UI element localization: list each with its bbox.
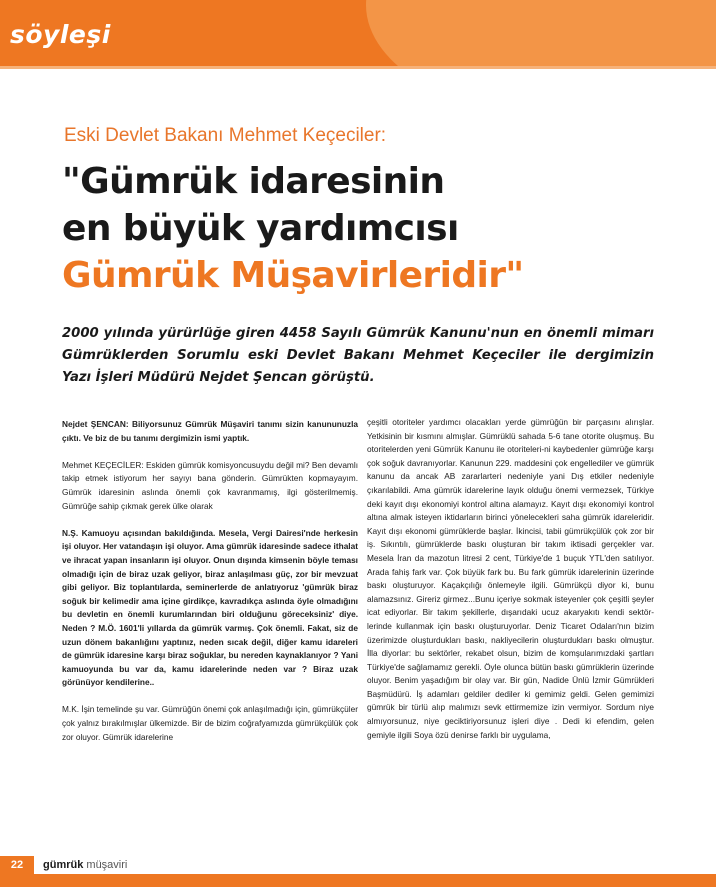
paragraph-answer-1: Mehmet KEÇECİLER: Eskiden gümrük komisyoncusuydu değil mi? Ben devamlı takip etmek istiyorum her sayıyı bana gönderin. Gümrükten kopmayayım. Gümrük idaresinin aslında önemli çok kavranmamış, ilgi gösterilmemiş. Gümrüğe sahip çıkmak gerek ülke olarak xyxy=(62,459,358,511)
headline-line-1: "Gümrük idaresinin xyxy=(62,161,445,202)
article-headline xyxy=(62,158,524,299)
paragraph-continued: çeşitli otoriteler yardımcı olacakları yerde gümrüğün bir parçasını alırışlar. Yetkisinin bir kısmını almışlar. Gümrüklü sahada 5-6 tane otorite oluşmuş. Bu otoritelerden yeni Gümrük Kanunu ile otoriteleri-ni kaybedenler gümrüğe karşı çok soğuk davranıyorlar. Kanunun 229. maddesini çok engellediler ve gümrük kanunu da ancak AB zararlarteri nedeniyle yani Dış etkiler nedeniyle çıkarılabildi. Ama gümrük idarelerine layık olduğu önemi vermezsek, Türkiye deki kayıt dışı ekonomiyi kontrol altına alamayız. Kayıt dışı ekonomiyi kontrol altına almak isteyen iktidarların birinci yönelecekleri saha gümrük idareleridir. Kayıt dışı ekonomi gümrüklerde başlar. İkincisi, tabii gümrükçülük çok zor bir iş. Sıkıntılı, gümrüklerde baskı oluşturan bir takım iktisadi gerçekler var. Mesela İran da mazotun litresi 2 cent, Türkiye'de 1 buçuk YTL'den satılıyor. Arada fahiş fark var. Çok büyük fark bu. Bu fark gümrük idarelerinin üzerinde baskı oluşturuyor. Kaçakçılığı önlemeyle ilgili. Gümrükçü diyor ki, bunu alamazsınız. Gireriz girmez...Bunu içeriye sokmak isteyenler çok çeşitli şeyler icat ediyorlar. Bir takım şekillerle, dışarıdaki ucuz akaryakıtı kendi sektör-lerinde kullanmak için baskı oluşturuyorlar. Deniz Ticaret Odaları'nın bizim üzerimizde oluşturdukları baskı, nakliyecilerin oluşturdukları baskı olmuştur. İlla diyorlar: bu sektörler, rekabet olsun, bizim de komşularımızdaki şartları Türkiye'de sağlamamız gerekli. Öyle olunca bütün baskı gümrüklerin üzerinde oluyor. Benim yaşadığım bir olay var. Bir gün, Nadide Ünlü İzmir Gümrükleri Başmüdürü. İş adamları geldiler dediler ki gemimiz geldi. Gelen gemimizi gümrük bir türlü alıp malımızı sevk ettirmemize izin vermiyor. Sordum niye almıyorsunuz, niye geciktiriyorsunuz işleri diye . Dedi ki efendim, gelen gemiyle ilgili Soya özü denirse farklı bir uygulama, xyxy=(367,417,654,740)
footer-rule xyxy=(0,874,716,887)
page-number: 22 xyxy=(0,856,34,874)
section-label: söyleşi xyxy=(10,20,111,49)
header-divider xyxy=(0,66,716,69)
article-right-column xyxy=(367,416,654,756)
article-kicker: Eski Devlet Bakanı Mehmet Keçeciler: xyxy=(64,125,387,146)
headline-line-2: en büyük yardımcısı xyxy=(62,208,459,249)
article-lead: 2000 yılında yürürlüğe giren 4458 Sayılı Gümrük Kanunu'nun en önemli mimarı Gümrüklerden Sorumlu eski Devlet Bakanı Mehmet Keçeciler ile dergimizin Yazı İşleri Müdürü Nejdet Şencan görüştü. xyxy=(62,326,654,385)
footer-brand xyxy=(43,859,127,872)
headline-line-3: Gümrük Müşavirleridir" xyxy=(62,255,524,296)
paragraph-answer-2: M.K. İşin temelinde şu var. Gümrüğün önemi çok anlaşılmadığı için, gümrükçüler çok yalnız bırakılmışlar ülkemizde. Bir de bizim coğrafyamızda gümrükçülük çok zor oluyor. Gümrük idarelerine xyxy=(62,704,358,742)
header-band xyxy=(0,0,716,66)
header-swoosh xyxy=(366,0,716,66)
paragraph-question-2: N.Ş. Kamuoyu açısından bakıldığında. Mesela, Vergi Dairesi'nde herkesin işi oluyor. Her vatandaşın işi oluyor. Ama gümrük idaresinde sadece ithalat ve ihracat yapan insanların işi oluyor. Onun dışında kimsenin böyle teması olmadığı için de biraz uzak geliyor, biraz anlaşılması güç, zor bir mevzuat gibi geliyor. Biz toplantılarda, seminerlerde de anlatıyoruz 'gümrük biraz soğuk bir kelimedir ama içine girdikçe, kavradıkça aslında öyle olmadığını bu devletin en önemli kurumlarından biri olduğunu göreceksiniz' diye. Neden ? M.Ö. 1601'li yıllarda da gümrük varmış. Çok önemli. Fakat, siz de uzun dönem bakanlığını yaptınız, neden sıcak değil, diğer kamu idareleri de gümrük idaresine karşı biraz soğuklar, bu nereden kaynaklanıyor ? Yani kamuoyunda bu var da, kamu idarelerinde neden var ? Biraz uzak görünüyor kendilerine.. xyxy=(62,527,358,688)
footer-brand-light: müşaviri xyxy=(83,859,128,871)
paragraph-question-1: Nejdet ŞENCAN: Biliyorsunuz Gümrük Müşaviri tanımı sizin kanununuzla çıktı. Ve biz de bu tanımı dergimizin ismi yaptık. xyxy=(62,419,358,443)
article-left-column xyxy=(62,418,358,758)
footer-brand-bold: gümrük xyxy=(43,859,84,871)
